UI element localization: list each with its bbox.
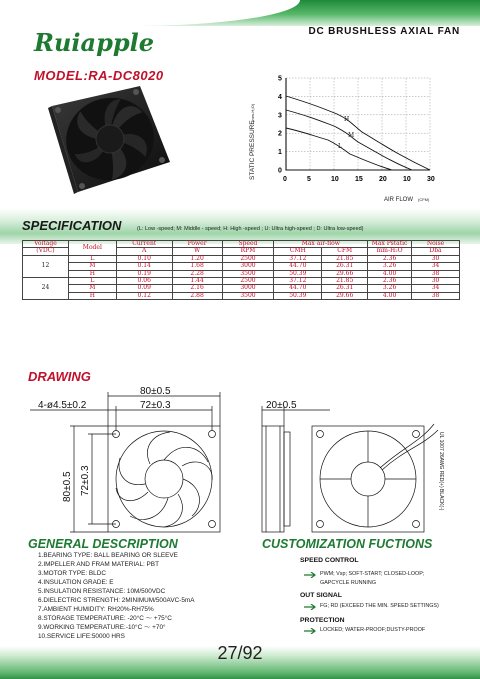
table-cell: 38 xyxy=(412,270,460,277)
table-cell: 0.06 xyxy=(116,278,172,285)
table-cell: 2500 xyxy=(222,278,274,285)
table-cell: 26.31 xyxy=(322,263,368,270)
x-tick-label: 15 xyxy=(355,176,363,183)
drawing-title: DRAWING xyxy=(28,369,91,384)
table-cell: 0.09 xyxy=(116,285,172,292)
list-item: 8.STORAGE TEMPERATURE: -20°C ～ +75°C xyxy=(38,615,172,622)
th-max-pstatic: Max Pstatic xyxy=(368,241,412,248)
x-tick-label: 5 xyxy=(307,176,311,183)
y-tick-label: 2 xyxy=(278,130,282,138)
table-cell: 2.28 xyxy=(172,270,222,277)
page-header-title: DC BRUSHLESS AXIAL FAN xyxy=(308,26,460,37)
dim-inner-label: 72±0.3 xyxy=(140,400,171,411)
curve-grid xyxy=(286,78,430,170)
table-cell: M xyxy=(68,285,116,292)
th-unit-dba: Dba xyxy=(412,248,460,255)
list-item: 1.BEARING TYPE: BALL BEARING OR SLEEVE xyxy=(38,552,178,559)
dim-height-label: 80±0.5 xyxy=(62,471,73,502)
spec-speed-note: (L: Low -speed; M: Middle - speed; H: High -speed ; U: Ultra high-speed ; D: Ultra low-speed) xyxy=(137,226,364,232)
table-cell: 2.36 xyxy=(368,255,412,262)
table-cell: 2.88 xyxy=(172,292,222,299)
y-axis-label-group xyxy=(249,103,256,180)
curve-ticks xyxy=(278,76,435,184)
speed-control-item: PWM; Vsp; SOFT-START; CLOSED-LOOP; xyxy=(320,571,425,577)
table-cell: 3000 xyxy=(222,285,274,292)
table-cell: 1.20 xyxy=(172,255,222,262)
table-cell: 37.12 xyxy=(274,278,322,285)
table-cell: 1.68 xyxy=(172,263,222,270)
list-item: 6.DIELECTRIC STRENGTH: 2MINIMUM/500AVC-5mA xyxy=(38,597,195,604)
th-speed: Speed xyxy=(222,241,274,248)
table-cell: 38 xyxy=(412,292,460,299)
protection-heading: PROTECTION xyxy=(300,617,345,624)
x-axis-label: AIR FLOW xyxy=(384,197,414,203)
table-cell: H xyxy=(68,270,116,277)
table-cell: 3.26 xyxy=(368,263,412,270)
table-cell: 0.14 xyxy=(116,263,172,270)
list-item: 9.WORKING TEMPERATURE:-10°C ～ +70° xyxy=(38,624,166,631)
table-cell: 4.00 xyxy=(368,292,412,299)
customization-title: CUSTOMIZATION FUCTIONS xyxy=(262,537,433,551)
th-unit-vdc: (VDC) xyxy=(23,248,69,255)
table-row xyxy=(23,292,460,299)
table-cell: 3500 xyxy=(222,270,274,277)
th-unit-a: A xyxy=(116,248,172,255)
voltage-cell: 12 xyxy=(23,255,69,277)
front-view-ring xyxy=(116,431,212,527)
fan-photo xyxy=(44,84,174,196)
curve-label-l: L xyxy=(338,143,342,150)
table-cell: 34 xyxy=(412,263,460,270)
spec-table-body xyxy=(23,255,460,299)
th-unit-w: W xyxy=(172,248,222,255)
list-item: 7.AMBIENT HUMIDITY: RH20%-RH75% xyxy=(38,606,154,613)
table-cell: L xyxy=(68,278,116,285)
dim-height-inner-label: 72±0.3 xyxy=(80,465,91,496)
table-cell: 29.66 xyxy=(322,270,368,277)
dimension-drawing xyxy=(30,384,462,536)
table-cell: H xyxy=(68,292,116,299)
curve-label-h: H xyxy=(344,116,350,123)
pq-curve-chart xyxy=(242,70,462,220)
table-cell: 30 xyxy=(412,255,460,262)
y-tick-label: 3 xyxy=(278,112,282,120)
brand-logo: Ruiapple xyxy=(34,28,155,57)
list-item: 2.IMPELLER AND FRAM MATERIAL: PBT xyxy=(38,561,159,568)
table-cell: 2500 xyxy=(222,255,274,262)
y-tick-label: 4 xyxy=(278,93,282,101)
mount-hole-tr xyxy=(209,431,216,438)
list-item: 4.INSULATION GRADE: E xyxy=(38,579,114,586)
list-item: 10.SERVICE LIFE:50000 HRS xyxy=(38,633,125,640)
y-axis-unit: (mm-H₂O) xyxy=(250,103,255,122)
table-cell: 50.39 xyxy=(274,270,322,277)
spec-title: SPECIFICATION xyxy=(22,218,122,233)
table-cell: 0.10 xyxy=(116,255,172,262)
table-cell: 34 xyxy=(412,285,460,292)
rear-view-hub xyxy=(351,462,385,496)
table-cell: 29.66 xyxy=(322,292,368,299)
th-unit-rpm: RPM xyxy=(222,248,274,255)
lead-wire xyxy=(380,424,434,468)
out-signal-heading: OUT SIGNAL xyxy=(300,592,342,599)
th-unit-cfm: CFM xyxy=(322,248,368,255)
table-cell: L xyxy=(68,255,116,262)
th-max-airflow: Max air-flow xyxy=(274,241,368,248)
curve-label-m: M xyxy=(348,132,355,139)
page-number: 27/92 xyxy=(217,643,263,663)
table-cell: 0.12 xyxy=(116,292,172,299)
table-cell: 3.26 xyxy=(368,285,412,292)
table-cell: 3500 xyxy=(222,292,274,299)
th-model: Model xyxy=(68,241,116,256)
x-tick-label: 30 xyxy=(427,176,435,183)
arrow-right-icon xyxy=(304,572,318,578)
table-cell: 3000 xyxy=(222,263,274,270)
out-signal-item: FG; RD (EXCEED THE MIN. SPEED SETTINGS) xyxy=(320,603,439,609)
table-cell: 44.70 xyxy=(274,263,322,270)
list-item: 5.INSULATION RESISTANCE: 10M/500VDC xyxy=(38,588,166,595)
dim-depth-label: 20±0.5 xyxy=(266,400,297,411)
list-item: 3.MOTOR TYPE: BLDC xyxy=(38,570,106,577)
table-cell: 21.85 xyxy=(322,255,368,262)
table-cell: 30 xyxy=(412,278,460,285)
side-view-body xyxy=(262,426,284,532)
x-tick-label: 10 xyxy=(403,176,411,183)
table-cell: 44.70 xyxy=(274,285,322,292)
x-tick-label: 10 xyxy=(331,176,339,183)
front-view xyxy=(30,392,220,532)
table-cell: 2.36 xyxy=(368,278,412,285)
rear-view xyxy=(312,424,438,532)
y-tick-label: 1 xyxy=(278,149,282,157)
arrow-right-icon xyxy=(304,628,318,634)
lead-wire-label: UL 1007 26AWG RED(+) BLACK(-) xyxy=(438,432,444,511)
th-current: Current xyxy=(116,241,172,248)
x-axis-unit: (CFM) xyxy=(418,197,430,202)
mount-hole-br xyxy=(209,521,216,528)
table-cell: 1.44 xyxy=(172,278,222,285)
x-tick-label: 0 xyxy=(283,176,287,183)
th-voltage: Voltage xyxy=(23,241,69,248)
table-cell: 4.00 xyxy=(368,270,412,277)
th-unit-cmh: CMH xyxy=(274,248,322,255)
th-unit-mmh2o: mm-H₂O xyxy=(368,248,412,255)
y-axis-label: STATIC PRESSURE xyxy=(249,120,256,180)
dim-holes-label: 4-ø4.5±0.2 xyxy=(38,400,87,411)
front-view-hub xyxy=(145,460,183,498)
table-cell: 50.39 xyxy=(274,292,322,299)
table-cell: 2.16 xyxy=(172,285,222,292)
y-tick-label: 5 xyxy=(278,75,282,83)
table-cell: 21.85 xyxy=(322,278,368,285)
table-row xyxy=(23,263,460,270)
x-tick-label: 20 xyxy=(379,176,387,183)
front-view-frame xyxy=(108,426,220,532)
arrow-right-icon xyxy=(304,604,318,610)
table-cell: 0.19 xyxy=(116,270,172,277)
spec-table xyxy=(22,240,460,300)
voltage-cell: 24 xyxy=(23,278,69,300)
table-cell: 37.12 xyxy=(274,255,322,262)
table-cell: M xyxy=(68,263,116,270)
dim-width-label: 80±0.5 xyxy=(140,386,171,397)
model-title: MODEL:RA-DC8020 xyxy=(34,68,164,83)
th-power: Power xyxy=(172,241,222,248)
table-cell: 26.31 xyxy=(322,285,368,292)
th-noise: Noise xyxy=(412,241,460,248)
y-tick-label: 0 xyxy=(278,167,282,175)
general-description-list xyxy=(38,551,194,641)
side-view xyxy=(262,406,330,532)
speed-control-item-cont: GAPCYCLE RUNNING xyxy=(320,580,377,586)
protection-item: LOCKED; WATER-PROOF;DUSTY-PROOF xyxy=(320,627,426,633)
speed-control-heading: SPEED CONTROL xyxy=(300,557,359,564)
general-description-title: GENERAL DESCRIPTION xyxy=(28,537,178,551)
